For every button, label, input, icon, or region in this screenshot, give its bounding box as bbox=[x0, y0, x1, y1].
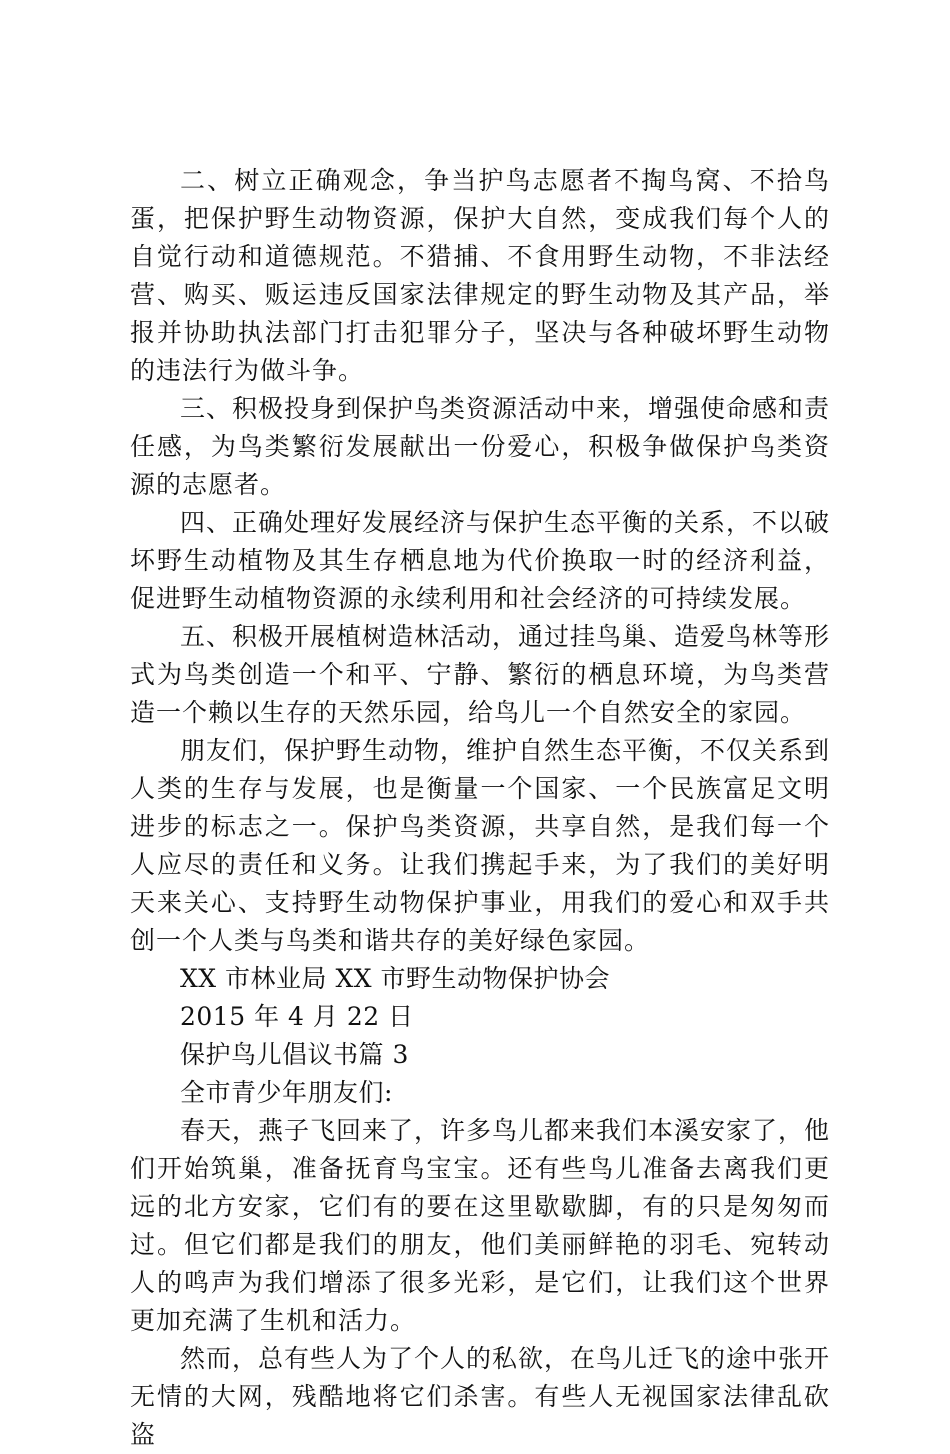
paragraph-however: 然而，总有些人为了个人的私欲，在鸟儿迁飞的途中张开无情的大网，残酷地将它们杀害。有些人无视国家法律乱砍盗 bbox=[130, 1344, 831, 1449]
document-body bbox=[130, 162, 830, 1454]
signature: XX 市林业局 XX 市野生动物保护协会 bbox=[180, 964, 611, 993]
date: 2015 年 4 月 22 日 bbox=[180, 1002, 414, 1031]
paragraph-friends: 朋友们，保护野生动物，维护自然生态平衡，不仅关系到人类的生存与发展，也是衡量一个国家、一个民族富足文明进步的标志之一。保护鸟类资源，共享自然，是我们每一个人应尽的责任和义务。让我们携起手来，为了我们的美好明天来关心、支持野生动物保护事业，用我们的爱心和双手共创一个人类与鸟类和谐共存的美好绿色家园。 bbox=[130, 736, 831, 955]
paragraph-5: 五、积极开展植树造林活动，通过挂鸟巢、造爱鸟林等形式为鸟类创造一个和平、宁静、繁衍的栖息环境，为鸟类营造一个赖以生存的天然乐园，给鸟儿一个自然安全的家园。 bbox=[130, 622, 831, 727]
section-title: 保护鸟儿倡议书篇 3 bbox=[180, 1040, 409, 1069]
paragraph-spring: 春天，燕子飞回来了，许多鸟儿都来我们本溪安家了，他们开始筑巢，准备抚育鸟宝宝。还有些鸟儿准备去离我们更远的北方安家，它们有的要在这里歇歇脚，有的只是匆匆而过。但它们都是我们的朋友，他们美丽鲜艳的羽毛、宛转动人的鸣声为我们增添了很多光彩，是它们，让我们这个世界更加充满了生机和活力。 bbox=[130, 1116, 831, 1335]
paragraph-4: 四、正确处理好发展经济与保护生态平衡的关系，不以破坏野生动植物及其生存栖息地为代价换取一时的经济利益，促进野生动植物资源的永续利用和社会经济的可持续发展。 bbox=[130, 508, 831, 613]
paragraph-2: 二、树立正确观念，争当护鸟志愿者不掏鸟窝、不拾鸟蛋，把保护野生动物资源，保护大自然，变成我们每个人的自觉行动和道德规范。不猎捕、不食用野生动物，不非法经营、购买、贩运违反国家法律规定的野生动物及其产品，举报并协助执法部门打击犯罪分子，坚决与各种破坏野生动物的违法行为做斗争。 bbox=[130, 166, 830, 385]
paragraph-3: 三、积极投身到保护鸟类资源活动中来，增强使命感和责任感，为鸟类繁衍发展献出一份爱心，积极争做保护鸟类资源的志愿者。 bbox=[130, 394, 831, 499]
salutation: 全市青少年朋友们: bbox=[180, 1078, 393, 1107]
